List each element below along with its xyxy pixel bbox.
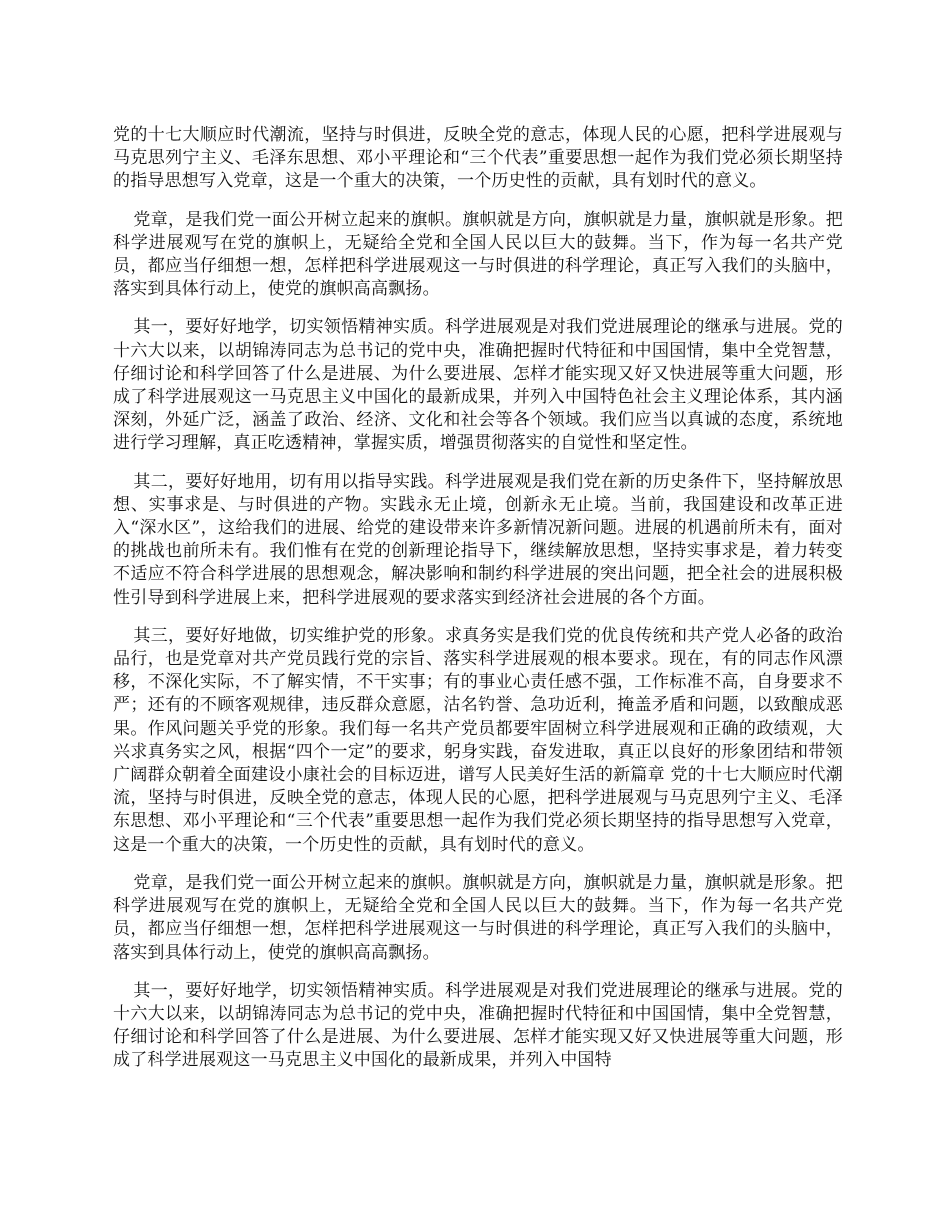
paragraph-7: 其一，要好好地学，切实领悟精神实质。科学进展观是对我们党进展理论的继承与进展。党的十六大以来，以胡锦涛同志为总书记的党中央，准确把握时代特征和中国国情，集中全党智慧，仔细讨论和科学回答了什么是进展、为什么要进展、怎样才能实现又好又快进展等重大问题，形成了科学进展观这一马克思主义中国化的最新成果，并列入中国特 bbox=[113, 980, 843, 1071]
paragraph-6: 党章，是我们党一面公开树立起来的旗帜。旗帜就是方向，旗帜就是力量，旗帜就是形象。把科学进展观写在党的旗帜上，无疑给全党和全国人民以巨大的鼓舞。当下，作为每一名共产党员，都应当仔细想一想，怎样把科学进展观这一与时俱进的科学理论，真正写入我们的头脑中，落实到具体行动上，使党的旗帜高高飘扬。 bbox=[113, 872, 843, 963]
document-body bbox=[113, 124, 843, 1088]
paragraph-1: 党的十七大顺应时代潮流，坚持与时俱进，反映全党的意志，体现人民的心愿，把科学进展观与马克思列宁主义、毛泽东思想、邓小平理论和“三个代表”重要思想一起作为我们党必须长期坚持的指导思想写入党章，这是一个重大的决策，一个历史性的贡献，具有划时代的意义。 bbox=[113, 125, 843, 192]
paragraph-2: 党章，是我们党一面公开树立起来的旗帜。旗帜就是方向，旗帜就是力量，旗帜就是形象。把科学进展观写在党的旗帜上，无疑给全党和全国人民以巨大的鼓舞。当下，作为每一名共产党员，都应当仔细想一想，怎样把科学进展观这一与时俱进的科学理论，真正写入我们的头脑中，落实到具体行动上，使党的旗帜高高飘扬。 bbox=[113, 209, 843, 300]
paragraph-3: 其一，要好好地学，切实领悟精神实质。科学进展观是对我们党进展理论的继承与进展。党的十六大以来，以胡锦涛同志为总书记的党中央，准确把握时代特征和中国国情，集中全党智慧，仔细讨论和科学回答了什么是进展、为什么要进展、怎样才能实现又好又快进展等重大问题，形成了科学进展观这一马克思主义中国化的最新成果，并列入中国特色社会主义理论体系，其内涵深刻，外延广泛，涵盖了政治、经济、文化和社会等各个领域。我们应当以真诚的态度，系统地进行学习理解，真正吃透精神，掌握实质，增强贯彻落实的自觉性和坚定性。 bbox=[113, 317, 843, 454]
paragraph-5: 其三，要好好地做，切实维护党的形象。求真务实是我们党的优良传统和共产党人必备的政治品行，也是党章对共产党员践行党的宗旨、落实科学进展观的根本要求。现在，有的同志作风漂移，不深化实际，不了解实情，不干实事；有的事业心责任感不强，工作标准不高，自身要求不严；还有的不顾客观规律，违反群众意愿，沽名钓誉、急功近利，掩盖矛盾和问题，以致酿成恶果。作风问题关乎党的形象。我们每一名共产党员都要牢固树立科学进展观和正确的政绩观，大兴求真务实之风，根据“四个一定”的要求，躬身实践，奋发进取，真正以良好的形象团结和带领广阔群众朝着全面建设小康社会的目标迈进，谱写人民美好生活的新篇章 党的十七大顺应时代潮流，坚持与时俱进，反映全党的意志，体现人民的心愿，把科学进展观与马克思列宁主义、毛泽东思想、邓小平理论和“三个代表”重要思想一起作为我们党必须长期坚持的指导思想写入党章，这是一个重大的决策，一个历史性的贡献，具有划时代的意义。 bbox=[113, 625, 843, 855]
paragraph-4: 其二，要好好地用，切有用以指导实践。科学进展观是我们党在新的历史条件下，坚持解放思想、实事求是、与时俱进的产物。实践永无止境，创新永无止境。当前，我国建设和改革正进入“深水区”，这给我们的进展、给党的建设带来许多新情况新问题。进展的机遇前所未有，面对的挑战也前所未有。我们惟有在党的创新理论指导下，继续解放思想，坚持实事求是，着力转变不适应不符合科学进展的思想观念，解决影响和制约科学进展的突出问题，把全社会的进展积极性引导到科学进展上来，把科学进展观的要求落实到经济社会进展的各个方面。 bbox=[113, 471, 843, 608]
